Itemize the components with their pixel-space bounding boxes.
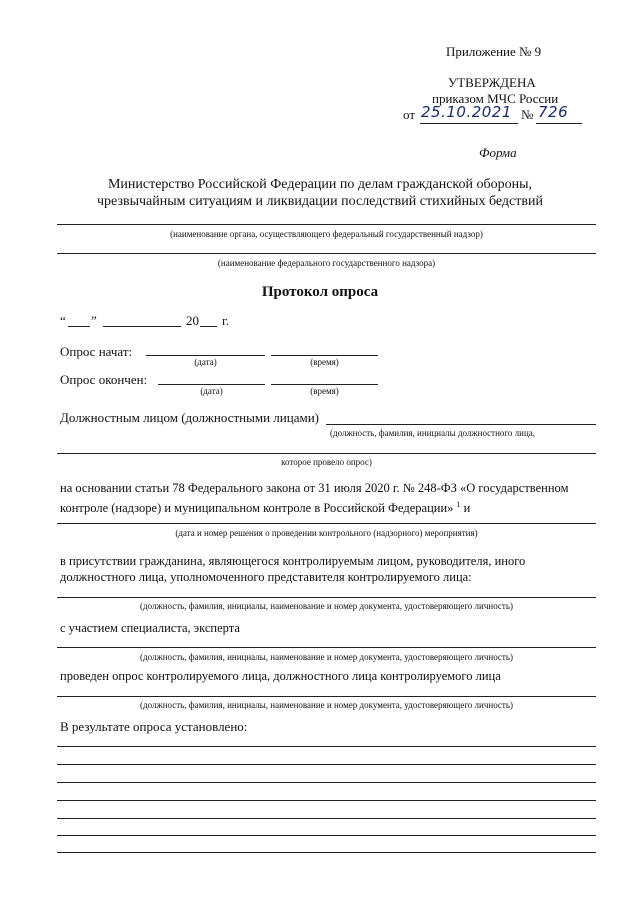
supervision-name-field[interactable] (57, 253, 596, 254)
specialist-caption: (должность, фамилия, инициалы, наименование и номер документа, удостоверяющего личность) (140, 652, 513, 662)
started-label: Опрос начат: (60, 344, 133, 359)
start-time-field[interactable] (271, 355, 378, 356)
specialist-text: с участием специалиста, эксперта (60, 621, 240, 635)
specialist-field[interactable] (57, 647, 596, 648)
presence-text-line1: в присутствии гражданина, являющегося контролируемым лицом, руководителя, иного (60, 554, 526, 568)
result-line[interactable] (57, 764, 596, 765)
appendix-label: Приложение № 9 (446, 44, 542, 59)
handwritten-number: 726 (538, 103, 569, 121)
approved-label: УТВЕРЖДЕНА (448, 75, 536, 90)
result-line[interactable] (57, 746, 596, 747)
official-field[interactable] (326, 424, 596, 425)
interviewee-field[interactable] (57, 696, 596, 697)
order-label: приказом МЧС России (432, 91, 559, 106)
organ-name-caption: (наименование органа, осуществляющего федеральный государственный надзор) (170, 229, 483, 239)
form-label: Форма (479, 145, 517, 160)
controlled-person-field[interactable] (57, 597, 596, 598)
result-line[interactable] (57, 818, 596, 819)
official-caption-a: (должность, фамилия, инициалы должностного лица, (330, 428, 536, 438)
year-suffix: г. (222, 313, 230, 328)
decision-caption: (дата и номер решения о проведении контрольного (надзорного) мероприятия) (175, 528, 478, 538)
supervision-name-caption: (наименование федерального государственного надзора) (217, 258, 436, 268)
result-line[interactable] (57, 835, 596, 836)
basis-text-line2 (60, 497, 470, 516)
result-line[interactable] (57, 852, 596, 853)
official-caption-b: которое провело опрос) (281, 457, 372, 467)
official-label: Должностным лицом (должностными лицами) (60, 410, 319, 425)
date-quote-open: “ (60, 313, 66, 328)
date-underline (420, 123, 518, 124)
year-prefix: 20 (186, 313, 199, 328)
start-time-caption: (время) (310, 357, 339, 367)
interviewee-caption: (должность, фамилия, инициалы, наименование и номер документа, удостоверяющего личность) (140, 700, 513, 710)
end-date-caption: (дата) (200, 386, 223, 396)
date-quote-close: ” (91, 313, 97, 328)
day-field[interactable] (68, 326, 90, 327)
start-date-caption: (дата) (194, 357, 217, 367)
year-field[interactable] (200, 326, 217, 327)
number-underline (536, 123, 582, 124)
footnote-mark: 1 (456, 500, 461, 509)
handwritten-date: 25.10.2021 (421, 103, 512, 121)
result-line[interactable] (57, 782, 596, 783)
result-label: В результате опроса установлено: (60, 719, 248, 734)
end-date-field[interactable] (158, 384, 265, 385)
basis-and: и (463, 501, 471, 516)
result-line[interactable] (57, 800, 596, 801)
presence-text-line2: должностного лица, уполномоченного представителя контролируемого лица: (60, 570, 472, 584)
ministry-name-line1: Министерство Российской Федерации по делам гражданской обороны, (107, 177, 533, 192)
basis-text: контроле (надзоре) и муниципальном контроле в Российской Федерации» (60, 501, 454, 516)
start-date-field[interactable] (146, 355, 265, 356)
conducted-text: проведен опрос контролируемого лица, должностного лица контролируемого лица (60, 669, 501, 683)
official-field-continued[interactable] (57, 453, 596, 454)
controlled-person-caption: (должность, фамилия, инициалы, наименование и номер документа, удостоверяющего личность) (140, 601, 513, 611)
number-label: № (521, 107, 534, 122)
organ-name-field[interactable] (57, 224, 596, 225)
decision-field[interactable] (57, 523, 596, 524)
from-label: от (403, 107, 416, 122)
page-title: Протокол опроса (261, 284, 379, 300)
end-time-caption: (время) (310, 386, 339, 396)
ministry-name-line2: чрезвычайным ситуациям и ликвидации последствий стихийных бедствий (97, 194, 543, 209)
end-time-field[interactable] (271, 384, 378, 385)
basis-text-line1: на основании статьи 78 Федерального закона от 31 июля 2020 г. № 248-ФЗ «О государственном (60, 481, 569, 495)
month-field[interactable] (103, 326, 181, 327)
ended-label: Опрос окончен: (60, 372, 148, 387)
